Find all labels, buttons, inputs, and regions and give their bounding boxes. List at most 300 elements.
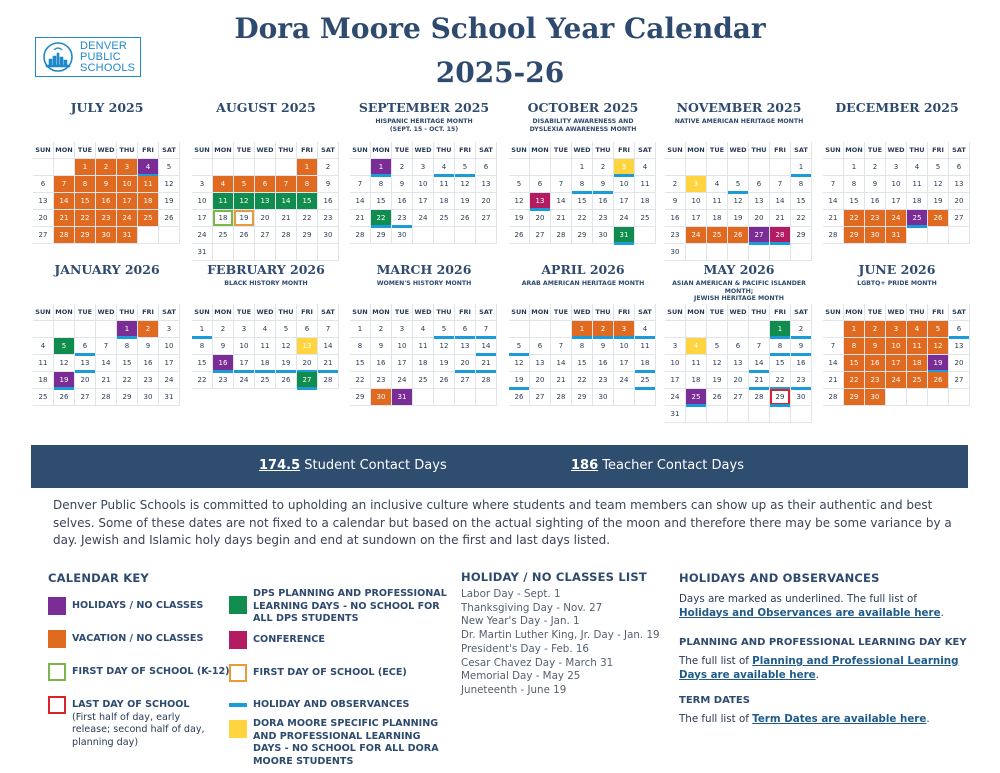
weekday-header: SAT xyxy=(635,142,656,159)
empty-cell xyxy=(770,406,791,423)
day-cell: 14 xyxy=(276,193,297,210)
term-dates-title: TERM DATES xyxy=(679,695,750,706)
empty-cell xyxy=(455,389,476,406)
weekday-header: TUE xyxy=(75,142,96,159)
key-holidays xyxy=(48,597,233,615)
day-cell: 1 xyxy=(844,159,865,176)
empty-cell xyxy=(749,159,770,176)
weekday-header: FRI xyxy=(928,304,949,321)
empty-cell xyxy=(749,406,770,423)
day-cell: 17 xyxy=(886,193,907,210)
day-cell: 4 xyxy=(434,159,455,176)
day-cell: 21 xyxy=(350,210,371,227)
key-last-day xyxy=(48,696,238,749)
day-cell: 28 xyxy=(54,227,75,244)
day-cell: 10 xyxy=(117,176,138,193)
planning-key-period: . xyxy=(815,668,819,681)
day-cell: 29 xyxy=(75,227,96,244)
empty-cell xyxy=(749,244,770,261)
month-header xyxy=(509,100,657,142)
empty-cell xyxy=(159,227,180,244)
day-cell: 17 xyxy=(614,355,635,372)
day-cell: 26 xyxy=(928,372,949,389)
empty-cell xyxy=(707,321,728,338)
month-name: OCTOBER 2025 xyxy=(527,100,639,115)
day-cell: 9 xyxy=(392,176,413,193)
empty-cell xyxy=(686,159,707,176)
empty-cell xyxy=(791,244,812,261)
day-cell: 3 xyxy=(665,338,686,355)
day-cell: 17 xyxy=(665,372,686,389)
day-cell: 26 xyxy=(509,227,530,244)
day-cell: 5 xyxy=(509,338,530,355)
day-cell: 18 xyxy=(707,210,728,227)
weekday-header: FRI xyxy=(928,142,949,159)
day-cell: 20 xyxy=(530,372,551,389)
day-cell: 7 xyxy=(276,176,297,193)
empty-cell xyxy=(530,159,551,176)
weekday-header: THU xyxy=(117,142,138,159)
teacher-contact-days xyxy=(571,458,744,473)
empty-cell xyxy=(476,227,497,244)
day-cell: 3 xyxy=(686,176,707,193)
month-header xyxy=(192,262,340,304)
weekday-header: MON xyxy=(54,142,75,159)
day-cell: 5 xyxy=(276,321,297,338)
day-cell: 15 xyxy=(572,193,593,210)
day-cell: 30 xyxy=(318,227,339,244)
day-cell: 4 xyxy=(707,176,728,193)
day-cell: 24 xyxy=(159,372,180,389)
planning-days-link[interactable]: Planning and Professional Learning Days are available here xyxy=(679,655,959,681)
day-cell: 15 xyxy=(75,193,96,210)
empty-cell xyxy=(509,321,530,338)
day-cell: 5 xyxy=(928,321,949,338)
empty-cell xyxy=(749,321,770,338)
day-cell: 19 xyxy=(234,210,255,227)
weekday-header: MON xyxy=(686,304,707,321)
day-cell: 23 xyxy=(791,372,812,389)
day-cell: 6 xyxy=(33,176,54,193)
day-cell: 4 xyxy=(907,159,928,176)
day-cell: 2 xyxy=(138,321,159,338)
month-4 xyxy=(665,100,813,261)
day-cell: 13 xyxy=(949,176,970,193)
day-cell: 23 xyxy=(96,210,117,227)
weekday-header: SAT xyxy=(635,304,656,321)
weekday-header: THU xyxy=(907,304,928,321)
day-cell: 21 xyxy=(823,210,844,227)
day-cell: 17 xyxy=(614,193,635,210)
empty-cell xyxy=(96,321,117,338)
empty-cell xyxy=(54,159,75,176)
key-first-day-k12 xyxy=(48,663,233,681)
day-cell: 28 xyxy=(823,389,844,406)
day-cell: 28 xyxy=(318,372,339,389)
empty-cell xyxy=(728,159,749,176)
day-cell: 8 xyxy=(350,338,371,355)
weekday-header: TUE xyxy=(551,142,572,159)
day-cell: 30 xyxy=(96,227,117,244)
month-header xyxy=(350,100,498,142)
empty-cell xyxy=(686,406,707,423)
day-cell: 15 xyxy=(791,193,812,210)
day-cell: 27 xyxy=(33,227,54,244)
month-name: FEBRUARY 2026 xyxy=(207,262,325,277)
day-cell: 1 xyxy=(371,159,392,176)
day-cell: 4 xyxy=(413,321,434,338)
day-cell: 9 xyxy=(213,338,234,355)
day-cell: 10 xyxy=(234,338,255,355)
day-cell: 1 xyxy=(297,159,318,176)
day-cell: 16 xyxy=(593,355,614,372)
term-dates-link[interactable]: Term Dates are available here xyxy=(752,713,927,725)
day-cell: 7 xyxy=(96,338,117,355)
day-cell: 4 xyxy=(33,338,54,355)
day-cell: 27 xyxy=(476,210,497,227)
day-cell: 25 xyxy=(138,210,159,227)
term-dates-period: . xyxy=(926,713,930,725)
key-school-planning-label: DORA MOORE SPECIFIC PLANNING AND PROFESSIONAL LEARNING DAYS - NO SCHOOL FOR ALL DORA MOORE STUDENTS xyxy=(253,718,439,767)
day-cell: 27 xyxy=(530,389,551,406)
weekday-header: THU xyxy=(434,142,455,159)
month-7 xyxy=(192,262,340,389)
day-cell: 11 xyxy=(635,176,656,193)
weekday-header: THU xyxy=(907,142,928,159)
day-cell: 23 xyxy=(593,372,614,389)
teacher-contact-days-number: 186 xyxy=(571,458,599,473)
empty-cell xyxy=(686,321,707,338)
day-cell: 10 xyxy=(665,355,686,372)
empty-cell xyxy=(635,389,656,406)
weekday-header: MON xyxy=(530,304,551,321)
day-cell: 13 xyxy=(455,338,476,355)
weekday-header: MON xyxy=(844,304,865,321)
day-cell: 14 xyxy=(551,355,572,372)
weekday-header: FRI xyxy=(614,142,635,159)
key-school-planning xyxy=(229,718,449,768)
day-cell: 19 xyxy=(707,372,728,389)
day-cell: 12 xyxy=(276,338,297,355)
day-cell: 21 xyxy=(823,372,844,389)
empty-cell xyxy=(686,244,707,261)
day-cell: 26 xyxy=(455,210,476,227)
month-header xyxy=(665,100,813,142)
month-name: APRIL 2026 xyxy=(541,262,625,277)
day-cell: 7 xyxy=(823,338,844,355)
observances-link[interactable]: Holidays and Observances are available here xyxy=(679,606,941,619)
day-cell: 10 xyxy=(159,338,180,355)
day-cell: 10 xyxy=(614,176,635,193)
day-cell: 17 xyxy=(886,355,907,372)
day-cell: 9 xyxy=(865,176,886,193)
day-cell: 27 xyxy=(949,372,970,389)
key-last-day-note: (First half of day, early release; second half of day, planning day) xyxy=(72,711,205,748)
weekday-header: MON xyxy=(213,304,234,321)
day-cell: 12 xyxy=(728,193,749,210)
day-cell: 25 xyxy=(707,227,728,244)
day-cell: 5 xyxy=(159,159,180,176)
empty-cell xyxy=(907,227,928,244)
day-cell: 20 xyxy=(455,355,476,372)
month-name: MAY 2026 xyxy=(703,262,775,277)
day-cell: 30 xyxy=(791,389,812,406)
weekday-header: MON xyxy=(54,304,75,321)
day-cell: 19 xyxy=(434,355,455,372)
day-cell: 11 xyxy=(907,176,928,193)
month-6 xyxy=(33,262,181,406)
weekday-header: SUN xyxy=(33,304,54,321)
day-cell: 21 xyxy=(749,372,770,389)
day-cell: 11 xyxy=(213,193,234,210)
empty-cell xyxy=(928,227,949,244)
month-subtitle: ASIAN AMERICAN & PACIFIC ISLANDER MONTH; JEWISH HERITAGE MONTH xyxy=(672,280,806,302)
empty-cell xyxy=(413,389,434,406)
holiday-swatch xyxy=(48,597,66,615)
weekday-header: FRI xyxy=(770,304,791,321)
empty-cell xyxy=(455,227,476,244)
month-subtitle: LGBTQ+ PRIDE MONTH xyxy=(857,280,937,287)
day-cell: 18 xyxy=(213,210,234,227)
day-cell: 11 xyxy=(635,338,656,355)
day-cell: 18 xyxy=(434,193,455,210)
day-cell: 10 xyxy=(886,176,907,193)
day-cell: 22 xyxy=(192,372,213,389)
day-cell: 27 xyxy=(455,372,476,389)
day-cell: 6 xyxy=(255,176,276,193)
empty-cell xyxy=(434,389,455,406)
day-cell: 16 xyxy=(96,193,117,210)
day-cell: 9 xyxy=(865,338,886,355)
day-cell: 10 xyxy=(614,338,635,355)
day-cell: 21 xyxy=(551,372,572,389)
day-cell: 29 xyxy=(770,389,791,406)
day-cell: 29 xyxy=(117,389,138,406)
term-dates-text xyxy=(679,713,969,727)
weekday-header: THU xyxy=(276,142,297,159)
observances-text-prefix: Days are marked as underlined. The full list of xyxy=(679,593,917,605)
day-cell: 29 xyxy=(844,389,865,406)
day-cell: 9 xyxy=(593,176,614,193)
day-cell: 8 xyxy=(572,338,593,355)
day-cell: 8 xyxy=(371,176,392,193)
day-cell: 3 xyxy=(234,321,255,338)
day-cell: 28 xyxy=(350,227,371,244)
day-cell: 28 xyxy=(476,372,497,389)
day-cell: 14 xyxy=(749,355,770,372)
day-cell: 22 xyxy=(350,372,371,389)
day-cell: 2 xyxy=(213,321,234,338)
day-cell: 1 xyxy=(770,321,791,338)
day-cell: 25 xyxy=(635,372,656,389)
day-cell: 7 xyxy=(551,338,572,355)
day-cell: 23 xyxy=(138,372,159,389)
day-cell: 27 xyxy=(75,389,96,406)
day-cell: 18 xyxy=(413,355,434,372)
month-header xyxy=(823,262,971,304)
day-cell: 22 xyxy=(572,372,593,389)
day-cell: 6 xyxy=(455,321,476,338)
day-cell: 2 xyxy=(392,159,413,176)
student-contact-days-number: 174.5 xyxy=(259,458,301,473)
day-cell: 29 xyxy=(297,227,318,244)
month-11 xyxy=(823,262,971,406)
empty-cell xyxy=(297,244,318,261)
day-cell: 14 xyxy=(823,355,844,372)
day-cell: 9 xyxy=(593,338,614,355)
day-cell: 16 xyxy=(593,193,614,210)
day-cell: 23 xyxy=(371,372,392,389)
day-cell: 11 xyxy=(686,355,707,372)
day-cell: 19 xyxy=(276,355,297,372)
day-cell: 4 xyxy=(686,338,707,355)
day-cell: 6 xyxy=(530,338,551,355)
day-cell: 7 xyxy=(823,176,844,193)
weekday-header: WED xyxy=(886,142,907,159)
day-cell: 23 xyxy=(318,210,339,227)
planning-key-prefix: The full list of xyxy=(679,655,753,667)
planning-key-title: PLANNING AND PROFESSIONAL LEARNING DAY KEY xyxy=(679,637,967,648)
day-cell: 17 xyxy=(392,355,413,372)
day-cell: 14 xyxy=(54,193,75,210)
day-cell: 30 xyxy=(865,227,886,244)
empty-cell xyxy=(434,227,455,244)
month-8 xyxy=(350,262,498,406)
day-cell: 22 xyxy=(75,210,96,227)
day-cell: 11 xyxy=(413,338,434,355)
month-grid xyxy=(823,142,970,244)
day-cell: 20 xyxy=(255,210,276,227)
day-cell: 12 xyxy=(509,355,530,372)
empty-cell xyxy=(192,159,213,176)
weekday-header: MON xyxy=(371,304,392,321)
day-cell: 19 xyxy=(728,210,749,227)
month-header xyxy=(192,100,340,142)
month-subtitle: ARAB AMERICAN HERITAGE MONTH xyxy=(521,280,645,287)
empty-cell xyxy=(213,159,234,176)
month-subtitle: BLACK HISTORY MONTH xyxy=(224,280,308,287)
day-cell: 2 xyxy=(593,159,614,176)
day-cell: 10 xyxy=(686,193,707,210)
day-cell: 7 xyxy=(350,176,371,193)
month-grid xyxy=(33,142,180,244)
month-grid xyxy=(350,142,497,244)
month-grid xyxy=(350,304,497,406)
day-cell: 24 xyxy=(665,389,686,406)
day-cell: 16 xyxy=(791,355,812,372)
day-cell: 31 xyxy=(392,389,413,406)
weekday-header: SAT xyxy=(159,142,180,159)
weekday-header: SUN xyxy=(33,142,54,159)
month-name: NOVEMBER 2025 xyxy=(676,100,802,115)
day-cell: 16 xyxy=(213,355,234,372)
day-cell: 8 xyxy=(297,176,318,193)
day-cell: 25 xyxy=(635,210,656,227)
day-cell: 1 xyxy=(791,159,812,176)
weekday-header: SUN xyxy=(823,304,844,321)
day-cell: 29 xyxy=(791,227,812,244)
key-observance-label: HOLIDAY AND OBSERVANCES xyxy=(253,699,410,710)
day-cell: 31 xyxy=(614,227,635,244)
month-grid xyxy=(665,142,812,261)
day-cell: 21 xyxy=(770,210,791,227)
weekday-header: THU xyxy=(749,142,770,159)
month-subtitle: WOMEN'S HISTORY MONTH xyxy=(376,280,472,287)
day-cell: 29 xyxy=(371,227,392,244)
key-vacation-label: VACATION / NO CLASSES xyxy=(72,633,204,644)
day-cell: 3 xyxy=(886,321,907,338)
school-year: 2025-26 xyxy=(435,56,565,89)
empty-cell xyxy=(54,321,75,338)
day-cell: 15 xyxy=(350,355,371,372)
day-cell: 24 xyxy=(392,372,413,389)
day-cell: 13 xyxy=(476,176,497,193)
day-cell: 23 xyxy=(213,372,234,389)
weekday-header: WED xyxy=(572,304,593,321)
logo-line-2: PUBLIC xyxy=(80,50,121,63)
weekday-header: THU xyxy=(117,304,138,321)
day-cell: 22 xyxy=(844,210,865,227)
day-cell: 20 xyxy=(297,355,318,372)
day-cell: 11 xyxy=(255,338,276,355)
month-grid xyxy=(823,304,970,406)
day-cell: 25 xyxy=(33,389,54,406)
day-cell: 21 xyxy=(318,355,339,372)
empty-cell xyxy=(707,159,728,176)
day-cell: 28 xyxy=(770,227,791,244)
day-cell: 4 xyxy=(907,321,928,338)
day-cell: 20 xyxy=(949,355,970,372)
day-cell: 30 xyxy=(865,389,886,406)
empty-cell xyxy=(255,159,276,176)
month-name: JUNE 2026 xyxy=(858,262,936,277)
school-planning-swatch xyxy=(229,720,247,738)
holiday-list-item: New Year's Day - Jan. 1 xyxy=(461,615,580,628)
empty-cell xyxy=(234,159,255,176)
day-cell: 16 xyxy=(865,355,886,372)
day-cell: 1 xyxy=(572,159,593,176)
weekday-header: TUE xyxy=(707,304,728,321)
day-cell: 26 xyxy=(276,372,297,389)
key-first-day-k12-label: FIRST DAY OF SCHOOL (K-12) xyxy=(72,666,230,677)
day-cell: 30 xyxy=(593,389,614,406)
day-cell: 16 xyxy=(665,210,686,227)
empty-cell xyxy=(551,159,572,176)
day-cell: 13 xyxy=(255,193,276,210)
weekday-header: WED xyxy=(96,142,117,159)
day-cell: 10 xyxy=(413,176,434,193)
empty-cell xyxy=(823,321,844,338)
day-cell: 6 xyxy=(530,176,551,193)
day-cell: 24 xyxy=(117,210,138,227)
empty-cell xyxy=(907,389,928,406)
key-last-day-label: LAST DAY OF SCHOOL xyxy=(72,699,190,710)
day-cell: 13 xyxy=(75,355,96,372)
day-cell: 9 xyxy=(665,193,686,210)
month-name: AUGUST 2025 xyxy=(216,100,316,115)
day-cell: 31 xyxy=(117,227,138,244)
key-planning xyxy=(229,588,449,626)
day-cell: 7 xyxy=(54,176,75,193)
day-cell: 9 xyxy=(318,176,339,193)
observances-text xyxy=(679,593,969,620)
day-cell: 15 xyxy=(117,355,138,372)
month-grid xyxy=(192,142,339,261)
day-cell: 16 xyxy=(371,355,392,372)
weekday-header: SAT xyxy=(791,304,812,321)
day-cell: 23 xyxy=(665,227,686,244)
day-cell: 23 xyxy=(593,210,614,227)
